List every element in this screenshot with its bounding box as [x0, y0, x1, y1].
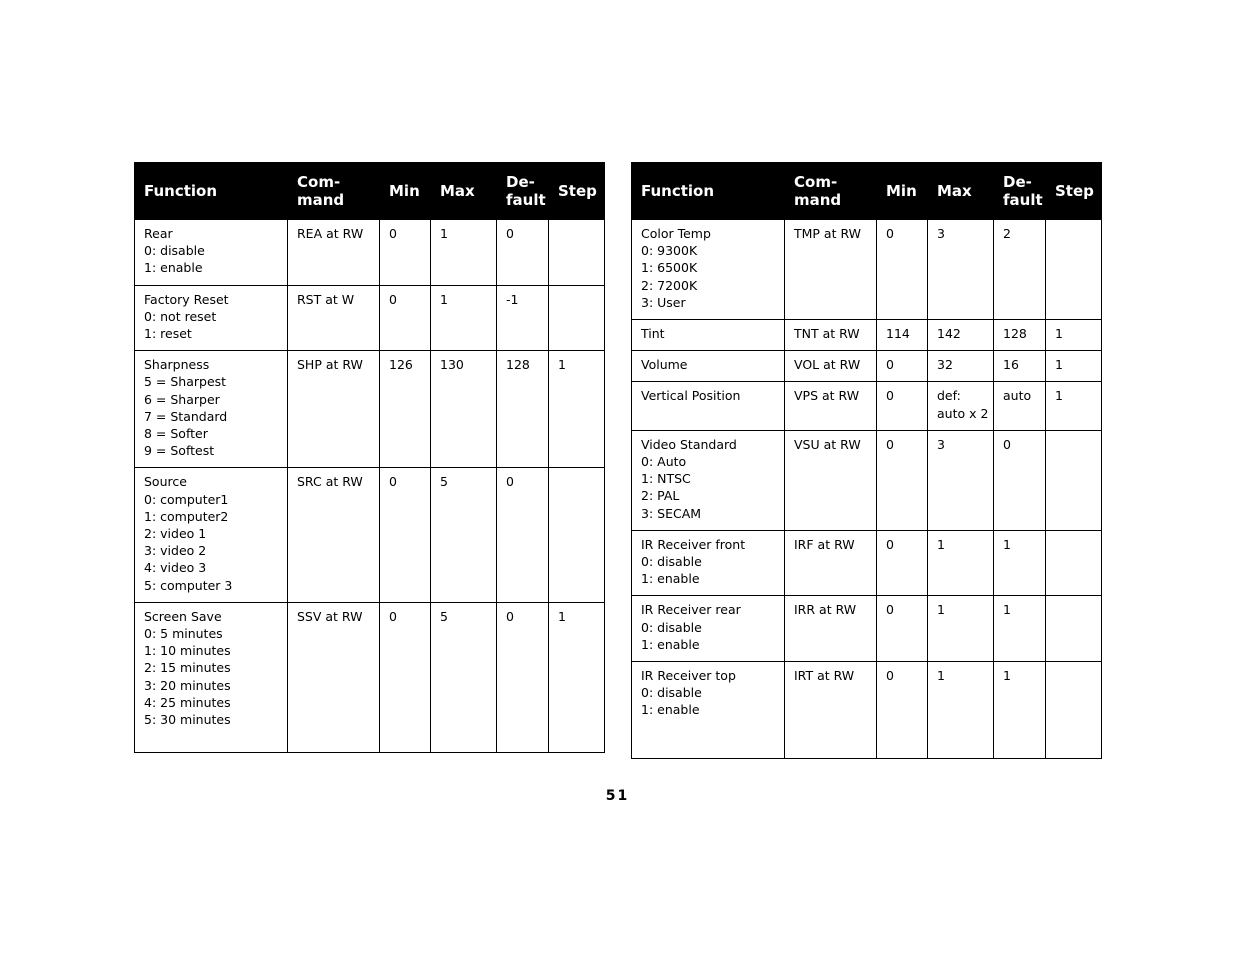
header-max: Max — [431, 163, 497, 220]
table-row — [135, 285, 605, 351]
cell-max: 1 — [928, 530, 994, 596]
table-row — [632, 320, 1102, 351]
cell-min: 0 — [380, 220, 431, 286]
cell-command: TNT at RW — [785, 320, 877, 351]
cell-max: 1 — [928, 662, 994, 759]
cell-command: SHP at RW — [288, 351, 380, 468]
header-max: Max — [928, 163, 994, 220]
command-table-right — [631, 162, 1102, 759]
cell-max: 5 — [431, 468, 497, 602]
table-row — [135, 351, 605, 468]
cell-function: Rear 0: disable 1: enable — [135, 220, 288, 286]
cell-default: 2 — [994, 220, 1046, 320]
table-row — [632, 662, 1102, 759]
cell-command: IRT at RW — [785, 662, 877, 759]
cell-max: 130 — [431, 351, 497, 468]
cell-command: TMP at RW — [785, 220, 877, 320]
cell-min: 0 — [877, 351, 928, 382]
cell-step — [1046, 220, 1102, 320]
table-row — [632, 430, 1102, 530]
cell-min: 0 — [877, 596, 928, 662]
cell-command: SSV at RW — [288, 602, 380, 752]
header-min: Min — [380, 163, 431, 220]
cell-step: 1 — [549, 602, 605, 752]
cell-step — [1046, 596, 1102, 662]
header-default: De- fault — [994, 163, 1046, 220]
cell-function: Sharpness 5 = Sharpest 6 = Sharper 7 = Standard 8 = Softer 9 = Softest — [135, 351, 288, 468]
cell-function: Screen Save 0: 5 minutes 1: 10 minutes 2: 15 minutes 3: 20 minutes 4: 25 minutes 5: 30 minutes — [135, 602, 288, 752]
cell-default: auto — [994, 382, 1046, 430]
cell-command: VPS at RW — [785, 382, 877, 430]
cell-default: 1 — [994, 662, 1046, 759]
table-row — [632, 220, 1102, 320]
cell-function: Vertical Position — [632, 382, 785, 430]
cell-function: Factory Reset 0: not reset 1: reset — [135, 285, 288, 351]
cell-command: RST at W — [288, 285, 380, 351]
cell-command: VOL at RW — [785, 351, 877, 382]
cell-step — [549, 468, 605, 602]
header-step: Step — [1046, 163, 1102, 220]
cell-max: 3 — [928, 220, 994, 320]
cell-step: 1 — [1046, 351, 1102, 382]
cell-function: Volume — [632, 351, 785, 382]
header-step: Step — [549, 163, 605, 220]
cell-step — [1046, 430, 1102, 530]
cell-step: 1 — [549, 351, 605, 468]
cell-min: 0 — [380, 285, 431, 351]
cell-max: def: auto x 2 — [928, 382, 994, 430]
cell-min: 0 — [380, 602, 431, 752]
table-row — [632, 530, 1102, 596]
header-command: Com- mand — [785, 163, 877, 220]
header-command: Com- mand — [288, 163, 380, 220]
cell-min: 0 — [877, 220, 928, 320]
cell-max: 1 — [431, 220, 497, 286]
page-number: 51 — [605, 788, 630, 804]
cell-command: IRR at RW — [785, 596, 877, 662]
header-default: De- fault — [497, 163, 549, 220]
cell-step — [1046, 530, 1102, 596]
cell-command: IRF at RW — [785, 530, 877, 596]
cell-min: 0 — [380, 468, 431, 602]
cell-step — [549, 285, 605, 351]
command-table-left — [134, 162, 605, 753]
cell-max: 1 — [431, 285, 497, 351]
cell-step — [1046, 662, 1102, 759]
cell-max: 32 — [928, 351, 994, 382]
table-header-row — [135, 163, 605, 220]
cell-function: Video Standard 0: Auto 1: NTSC 2: PAL 3: SECAM — [632, 430, 785, 530]
cell-function: Color Temp 0: 9300K 1: 6500K 2: 7200K 3: User — [632, 220, 785, 320]
cell-default: 0 — [497, 602, 549, 752]
table-row — [632, 596, 1102, 662]
cell-function: Tint — [632, 320, 785, 351]
cell-function: IR Receiver rear 0: disable 1: enable — [632, 596, 785, 662]
cell-default: 0 — [497, 220, 549, 286]
table-row — [135, 468, 605, 602]
cell-max: 3 — [928, 430, 994, 530]
cell-max: 1 — [928, 596, 994, 662]
cell-default: 0 — [497, 468, 549, 602]
cell-function: IR Receiver front 0: disable 1: enable — [632, 530, 785, 596]
cell-min: 0 — [877, 530, 928, 596]
cell-function: Source 0: computer1 1: computer2 2: video 1 3: video 2 4: video 3 5: computer 3 — [135, 468, 288, 602]
cell-step — [549, 220, 605, 286]
cell-command: VSU at RW — [785, 430, 877, 530]
cell-default: 128 — [497, 351, 549, 468]
cell-step: 1 — [1046, 320, 1102, 351]
cell-default: 16 — [994, 351, 1046, 382]
cell-default: 1 — [994, 530, 1046, 596]
cell-min: 0 — [877, 382, 928, 430]
cell-min: 0 — [877, 662, 928, 759]
table-row — [632, 382, 1102, 430]
cell-command: REA at RW — [288, 220, 380, 286]
cell-max: 142 — [928, 320, 994, 351]
table-row — [135, 602, 605, 752]
table-row — [135, 220, 605, 286]
cell-default: 1 — [994, 596, 1046, 662]
cell-max: 5 — [431, 602, 497, 752]
cell-command: SRC at RW — [288, 468, 380, 602]
cell-function: IR Receiver top 0: disable 1: enable — [632, 662, 785, 759]
header-function: Function — [632, 163, 785, 220]
cell-min: 0 — [877, 430, 928, 530]
table-row — [632, 351, 1102, 382]
cell-default: 0 — [994, 430, 1046, 530]
table-header-row — [632, 163, 1102, 220]
cell-min: 126 — [380, 351, 431, 468]
cell-min: 114 — [877, 320, 928, 351]
cell-default: -1 — [497, 285, 549, 351]
header-function: Function — [135, 163, 288, 220]
header-min: Min — [877, 163, 928, 220]
cell-default: 128 — [994, 320, 1046, 351]
cell-step: 1 — [1046, 382, 1102, 430]
